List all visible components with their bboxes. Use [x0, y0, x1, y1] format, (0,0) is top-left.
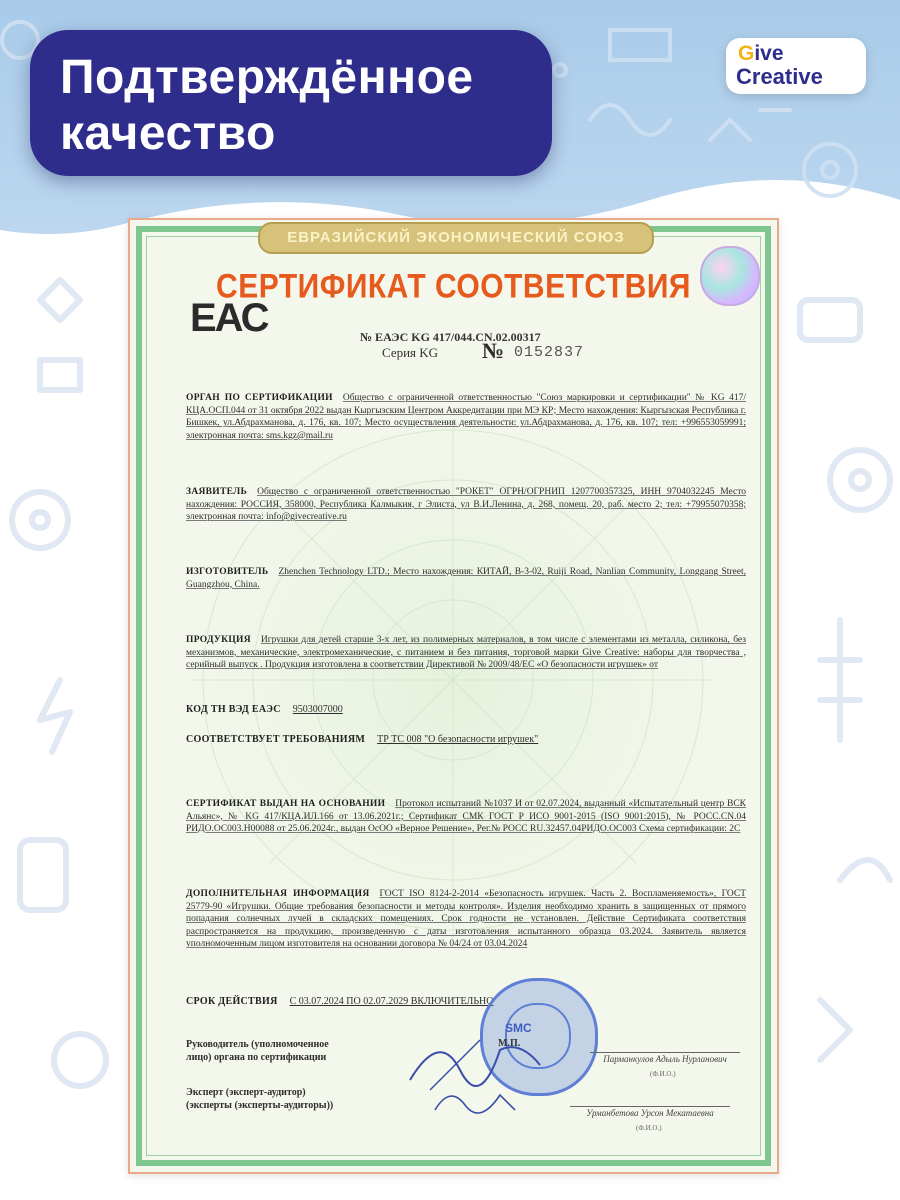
section-label: ЗАЯВИТЕЛЬ — [186, 487, 248, 497]
section-label: ИЗГОТОВИТЕЛЬ — [186, 567, 269, 577]
brand-logo — [726, 38, 866, 94]
section-label: ОРГАН ПО СЕРТИФИКАЦИИ — [186, 393, 333, 403]
logo-line-1-rest: ive — [754, 42, 784, 65]
page-headline — [60, 50, 474, 162]
expert-role — [186, 1086, 333, 1112]
section-label: ДОПОЛНИТЕЛЬНАЯ ИНФОРМАЦИЯ — [186, 889, 370, 899]
validity-line — [186, 996, 494, 1007]
validity-label: СРОК ДЕЙСТВИЯ — [186, 996, 278, 1007]
expert-role-line-1: Эксперт (эксперт-аудитор) — [186, 1087, 306, 1098]
certificate-number: № ЕАЭС KG 417/044.CN.02.00317 — [360, 330, 541, 344]
seal-place-mark: М.П. — [498, 1038, 521, 1049]
headline-line-1: Подтверждённое — [60, 51, 474, 104]
serial-number: 0152837 — [514, 344, 585, 361]
tn-ved-label: КОД ТН ВЭД ЕАЭС — [186, 704, 281, 715]
applicant-section — [186, 486, 746, 524]
certificate-document — [128, 218, 779, 1174]
manufacturer-section — [186, 566, 746, 591]
section-text: ГОСТ ISO 8124-2-2014 «Безопасность игрушек. Часть 2. Воспламеняемость», ГОСТ 25779-90 «Игрушки. Общие требования безопасности и методы контроля». Изделия необходимо хранить в защищенных от прямого попадания солнечных лучей в складских помещениях. Срок годности не установлен. Действие Сертификата соответствия распространяется на продукцию, произведенную с даты изготовления испытанного образца 03.2024. Заявитель является уполномоченным лицом изготовителя на основании договора № 04/24 от 03.04.2024 — [186, 889, 746, 950]
requirements-label: СООТВЕТСТВУЕТ ТРЕБОВАНИЯМ — [186, 734, 366, 745]
union-banner — [258, 222, 654, 254]
head-role — [186, 1038, 329, 1064]
section-text: Общество с ограниченной ответственностью "Союз маркировки и сертификации" № KG 417/КЦА.ОСП.044 от 31 октября 2022 выдан Кыргызским Центром Аккредитации при МЭ КР; Место нахождения: Кыргызская Республика г. Бишкек, ул.Абдрахманова, д. 176, кв. 107; Место осуществления деятельности: ул.Абдрахманова, д. 176, кв. 107; тел: +996553059991; электронная почта: sms.kgz@mail.ru — [186, 393, 746, 441]
requirements-value: ТР ТС 008 "О безопасности игрушек" — [377, 734, 539, 745]
section-text: Zhenchen Technology LTD.; Место нахождения: КИТАЙ, B-3-02, Ruiji Road, Nanlian Community, Longgang Street, Guangzhou, China. — [186, 567, 746, 590]
tn-ved-value: 9503007000 — [292, 704, 343, 715]
head-name: Парманкулов Адыль Нурланович — [590, 1052, 740, 1064]
validity-value: С 03.07.2024 ПО 02.07.2029 ВКЛЮЧИТЕЛЬНО — [289, 996, 494, 1007]
serial-prefix: № — [482, 338, 505, 363]
head-role-line-1: Руководитель (уполномоченное — [186, 1039, 329, 1050]
product-section — [186, 634, 746, 672]
tn-ved-code — [186, 704, 343, 715]
section-label: СЕРТИФИКАТ ВЫДАН НА ОСНОВАНИИ — [186, 799, 386, 809]
certificate-title: СЕРТИФИКАТ СООТВЕТСТВИЯ — [216, 267, 691, 306]
expert-signature — [430, 1080, 520, 1120]
expert-name: Урманбетова Урсон Мекатаевна — [570, 1106, 730, 1118]
head-role-line-2: лицо) органа по сертификации — [186, 1052, 327, 1063]
section-text: Игрушки для детей старше 3-х лет, из полимерных материалов, в том числе с элементами из металла, силикона, без механизмов, механические, электромеханические, с питанием и без питания, торговой марки Give Creative: наборы для творчества , серийный выпуск . Продукция изготовлена в соответствии Директивой № 2009/48/ЕС «О безопасности игрушек» от — [186, 635, 746, 671]
eac-mark: ЕАС — [190, 296, 268, 340]
head-name-caption: (Ф.И.О.) — [650, 1070, 676, 1078]
certificate-series: Серия KG — [382, 345, 439, 360]
certificate-inner-frame — [146, 236, 761, 1156]
basis-section — [186, 798, 746, 836]
additional-info-section — [186, 888, 746, 951]
section-label: ПРОДУКЦИЯ — [186, 635, 251, 645]
logo-initial: G — [738, 42, 755, 65]
expert-name-caption: (Ф.И.О.) — [636, 1124, 662, 1132]
expert-role-line-2: (эксперты (эксперты-аудиторы)) — [186, 1100, 334, 1111]
certification-body-section — [186, 392, 746, 442]
headline-line-2: качество — [60, 107, 276, 160]
stamp-text: SMC — [505, 1021, 532, 1035]
section-text: Общество с ограниченной ответственностью "РОКЕТ" ОГРН/ОГРНИП 1207700357325, ИНН 9704032245 Место нахождения: РОССИЯ, 358000, Республика Калмыкия, г Элиста, ул В.И.Ленина, д. 268, помещ. 20, раб. место 2; тел: +79955070358; электронная почта: info@givecreative.ru — [186, 487, 746, 523]
logo-line-1 — [738, 42, 784, 66]
section-text: Протокол испытаний №1037 И от 02.07.2024, выданный «Испытательный центр ВСК Альянс», № KG 417/КЦА.ИЛ.166 от 13.06.2021г.; Сертификат СМК ГОСТ Р ИСО 9001-2015 (ISO 9001:2015), № РОСС.CN.04 РИДО.ОС003.Н00088 от 25.06.2024г., выдан ОсОО «Верное Решение», Рег.№ РОСС RU.32457.04РИДО.ОС003 Схема сертификации: 2С — [186, 799, 746, 835]
union-banner-text: ЕВРАЗИЙСКИЙ ЭКОНОМИЧЕСКИЙ СОЮЗ — [287, 229, 625, 246]
logo-line-2: Creative — [736, 64, 823, 89]
requirements-line — [186, 734, 538, 745]
